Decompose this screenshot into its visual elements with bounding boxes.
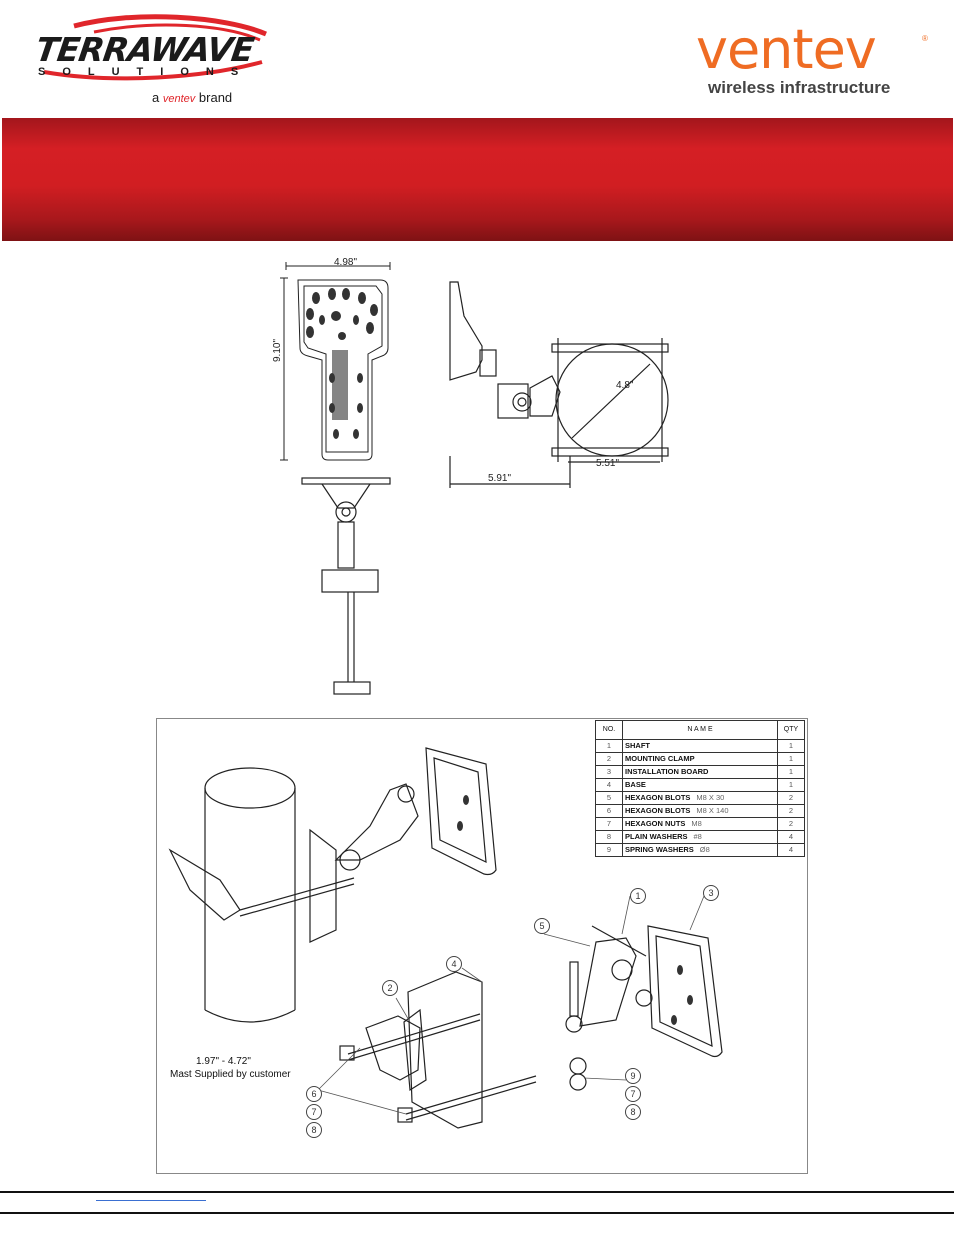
mast-text: Mast Supplied by customer — [170, 1069, 291, 1080]
callout-9: 8 — [306, 1122, 322, 1138]
table-row: 7 HEXAGON NUTS M8 2 — [596, 818, 805, 831]
table-row: 3 INSTALLATION BOARD 1 — [596, 766, 805, 779]
footer-rule-bottom — [0, 1212, 954, 1214]
mast-range: 1.97" - 4.72" — [196, 1056, 251, 1067]
terrawave-tagline: a ventev brand — [152, 90, 233, 105]
table-row: 2 MOUNTING CLAMP 1 — [596, 753, 805, 766]
dim-height: 9.10" — [272, 338, 283, 362]
table-row: 4 BASE 1 — [596, 779, 805, 792]
callout-2: 2 — [382, 980, 398, 996]
bottom-view-drawing — [296, 474, 396, 704]
table-row: 8 PLAIN WASHERS #8 4 — [596, 831, 805, 844]
dim-depth: 5.91" — [488, 473, 512, 484]
table-row: 9 SPRING WASHERS Ø8 4 — [596, 844, 805, 857]
callout-5: 5 — [534, 918, 550, 934]
ventev-reg: ® — [922, 34, 928, 43]
dim-top-width: 4.98" — [334, 257, 358, 268]
footer-rule-top — [0, 1191, 954, 1193]
title-banner — [2, 118, 953, 241]
footer-link[interactable] — [96, 1200, 206, 1201]
callout-6: 6 — [306, 1086, 322, 1102]
side-view-drawing — [442, 276, 692, 490]
callout-4: 4 — [446, 956, 462, 972]
col-name: N A M E — [623, 721, 778, 740]
ventev-word: ventev — [696, 18, 876, 81]
callout-8b: 7 — [625, 1086, 641, 1102]
front-view-drawing — [276, 258, 406, 468]
parts-table — [595, 720, 805, 857]
table-row: 5 HEXAGON BLOTS M8 X 30 2 — [596, 792, 805, 805]
callout-9b: 8 — [625, 1104, 641, 1120]
terrawave-word: TERRAWAVE — [33, 30, 256, 69]
callout-8: 7 — [306, 1104, 322, 1120]
callout-3: 3 — [703, 885, 719, 901]
table-row: 1 SHAFT 1 — [596, 740, 805, 753]
ventev-sub: wireless infrastructure — [708, 78, 891, 97]
col-qty: QTY — [778, 721, 805, 740]
ventev-logo — [696, 18, 936, 104]
dim-pipe-diameter: 4.8" — [616, 380, 634, 391]
col-no: NO. — [596, 721, 623, 740]
table-row: 6 HEXAGON BLOTS M8 X 140 2 — [596, 805, 805, 818]
dim-clamp-width: 5.51" — [596, 458, 620, 469]
terrawave-sub: SOLUTIONS — [38, 66, 256, 78]
terrawave-logo — [34, 12, 274, 110]
callout-7: 9 — [625, 1068, 641, 1084]
callout-1: 1 — [630, 888, 646, 904]
mast-note — [170, 1055, 291, 1081]
